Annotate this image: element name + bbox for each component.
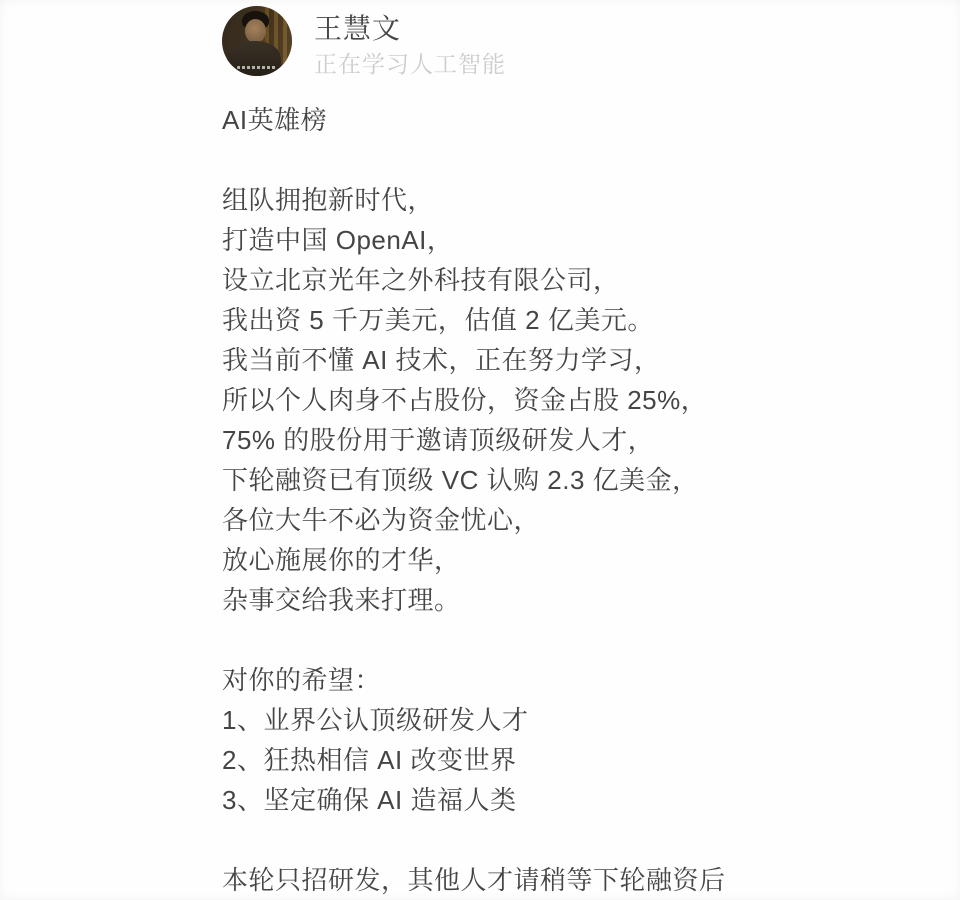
post-paragraph-footer (222, 860, 862, 900)
post-line: 我出资 5 千万美元，估值 2 亿美元。 (222, 305, 654, 335)
avatar-watermark (237, 66, 277, 69)
post-line: 所以个人肉身不占股份，资金占股 25%， (222, 385, 708, 415)
post-line: 本轮只招研发，其他人才请稍等下轮融资后 (222, 865, 726, 895)
post-line: AI英雄榜 (222, 105, 328, 135)
user-identity (314, 6, 506, 78)
avatar[interactable] (222, 6, 292, 76)
post-line: 1、业界公认顶级研发人才 (222, 705, 529, 735)
post-line: 我当前不懂 AI 技术，正在努力学习， (222, 345, 661, 375)
post-line: 放心施展你的才华， (222, 545, 461, 575)
post-line: 组队拥抱新时代， (222, 185, 435, 215)
avatar-portrait-body (227, 41, 281, 76)
user-name[interactable]: 王慧文 (314, 13, 402, 44)
avatar-portrait-face (245, 19, 266, 43)
user-status: 正在学习人工智能 (314, 51, 506, 77)
post-header (222, 6, 506, 78)
post-line: 2、狂热相信 AI 改变世界 (222, 745, 517, 775)
post-line: 打造中国 OpenAI， (222, 225, 454, 255)
post-line: 75% 的股份用于邀请顶级研发人才， (222, 425, 655, 455)
post-line: 杂事交给我来打理。 (222, 585, 461, 615)
post-line: 3、坚定确保 AI 造福人类 (222, 785, 517, 815)
post-paragraph-title (222, 100, 862, 140)
post-line: 设立北京光年之外科技有限公司， (222, 265, 620, 295)
post-body (222, 100, 862, 900)
post-line: 各位大牛不必为资金忧心， (222, 505, 541, 535)
post-line: 对你的希望： (222, 665, 382, 695)
post-paragraph-expectations (222, 660, 862, 820)
post-paragraph-main (222, 180, 862, 620)
post-line: 下轮融资已有顶级 VC 认购 2.3 亿美金， (222, 465, 699, 495)
